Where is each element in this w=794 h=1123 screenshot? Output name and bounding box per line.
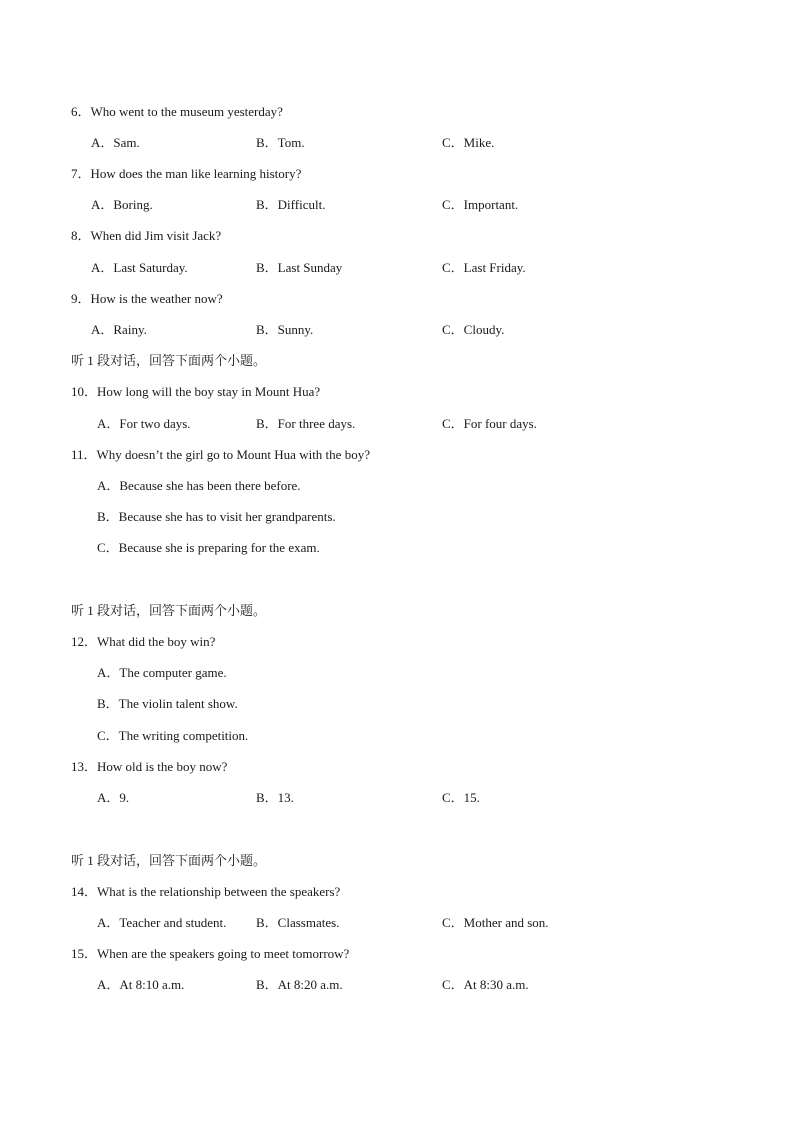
question-9: 9．How is the weather now?: [71, 291, 223, 306]
question-7-option-c: C．Important.: [442, 197, 519, 212]
question-8-option-a: A．Last Saturday.: [91, 260, 188, 275]
section-instruction-2: 听 1 段对话，回答下面两个小题。: [71, 603, 267, 618]
question-11-option-c: C．Because she is preparing for the exam.: [97, 540, 320, 555]
question-7: 7．How does the man like learning history?: [71, 166, 302, 181]
question-15: 15．When are the speakers going to meet tomorrow?: [71, 946, 350, 961]
question-13-option-a: A．9.: [97, 790, 130, 805]
question-9-option-c: C．Cloudy.: [442, 322, 505, 337]
question-6: 6．Who went to the museum yesterday?: [71, 104, 283, 119]
question-12: 12．What did the boy win?: [71, 634, 216, 649]
question-15-option-b: B．At 8:20 a.m.: [256, 977, 343, 992]
question-7-option-b: B．Difficult.: [256, 197, 326, 212]
question-10-option-b: B．For three days.: [256, 416, 356, 431]
question-13-option-c: C．15.: [442, 790, 480, 805]
question-14-option-b: B．Classmates.: [256, 915, 340, 930]
section-instruction-3: 听 1 段对话，回答下面两个小题。: [71, 853, 267, 868]
question-12-option-b: B．The violin talent show.: [97, 696, 238, 711]
question-8-option-c: C．Last Friday.: [442, 260, 526, 275]
question-12-option-a: A．The computer game.: [97, 665, 227, 680]
question-15-option-c: C．At 8:30 a.m.: [442, 977, 529, 992]
question-11-option-a: A．Because she has been there before.: [97, 478, 301, 493]
question-14: 14．What is the relationship between the speakers?: [71, 884, 341, 899]
question-10-option-c: C．For four days.: [442, 416, 537, 431]
question-10-option-a: A．For two days.: [97, 416, 191, 431]
question-9-option-b: B．Sunny.: [256, 322, 314, 337]
question-10: 10．How long will the boy stay in Mount Hua?: [71, 384, 321, 399]
section-instruction-1: 听 1 段对话，回答下面两个小题。: [71, 353, 267, 368]
question-15-option-a: A．At 8:10 a.m.: [97, 977, 185, 992]
question-8-option-b: B．Last Sunday: [256, 260, 343, 275]
question-6-option-a: A．Sam.: [91, 135, 140, 150]
question-11-option-b: B．Because she has to visit her grandparents.: [97, 509, 336, 524]
question-13-option-b: B．13.: [256, 790, 294, 805]
question-8: 8．When did Jim visit Jack?: [71, 228, 222, 243]
question-14-option-a: A．Teacher and student.: [97, 915, 227, 930]
question-14-option-c: C．Mother and son.: [442, 915, 549, 930]
question-9-option-a: A．Rainy.: [91, 322, 147, 337]
question-13: 13．How old is the boy now?: [71, 759, 228, 774]
question-7-option-a: A．Boring.: [91, 197, 153, 212]
question-12-option-c: C．The writing competition.: [97, 728, 249, 743]
question-6-option-b: B．Tom.: [256, 135, 305, 150]
question-6-option-c: C．Mike.: [442, 135, 495, 150]
question-11: 11．Why doesn’t the girl go to Mount Hua with the boy?: [71, 447, 370, 462]
